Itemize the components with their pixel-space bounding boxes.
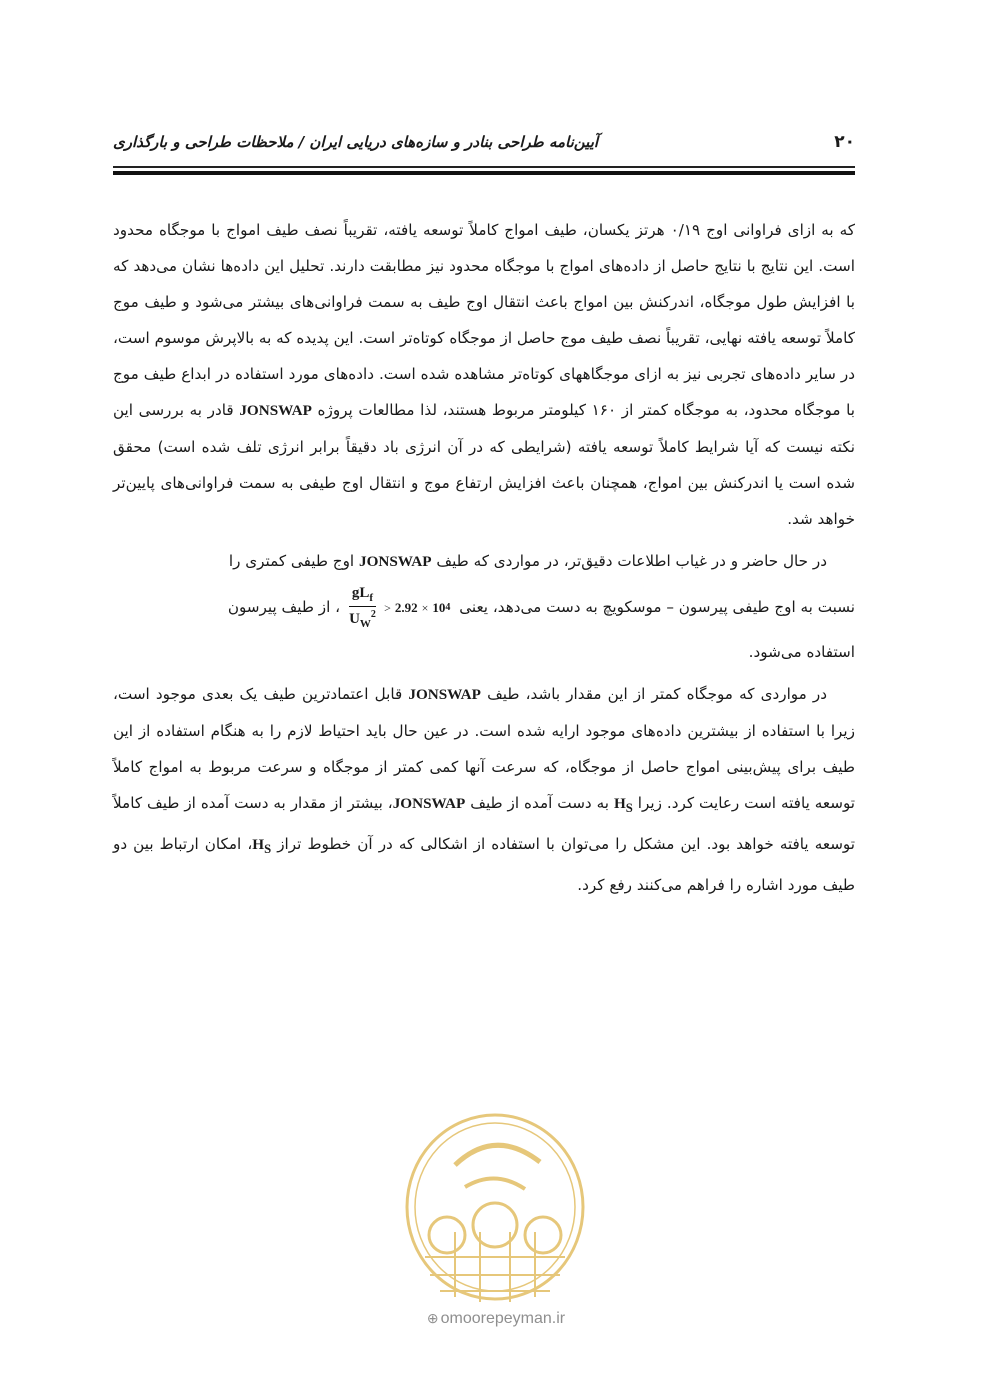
site-text: omoorepeyman.ir bbox=[440, 1310, 566, 1327]
paragraph-3 bbox=[113, 676, 855, 903]
body-text bbox=[113, 212, 855, 903]
formula-times: × bbox=[421, 600, 429, 615]
p2-text-d: ، از طیف پیرسون bbox=[227, 598, 341, 616]
paragraph-1 bbox=[113, 212, 855, 537]
p2-text-c: نسبت به اوج طیفی پیرسون – موسکویچ به دست می‌دهد، یعنی bbox=[459, 598, 855, 616]
formula-line bbox=[113, 580, 855, 634]
formula-base: 10 bbox=[432, 599, 446, 615]
p3-text-e: ، امکان ارتباط بین دو طیف مورد اشاره را فراهم می‌کنند رفع کرد. bbox=[113, 835, 855, 895]
formula-value: 2.92 bbox=[394, 599, 418, 615]
formula-exponent: 4 bbox=[445, 601, 451, 613]
fetch-formula bbox=[349, 581, 451, 635]
p2-text-e-line bbox=[113, 634, 855, 670]
formula-numerator: $gL_f$ bbox=[349, 586, 376, 607]
paragraph-2 bbox=[113, 543, 855, 580]
watermark-logo bbox=[395, 1107, 595, 1307]
p2-text-b: اوج طیفی کمتری را bbox=[228, 552, 355, 570]
formula-fraction bbox=[349, 586, 376, 630]
page-header bbox=[113, 126, 855, 166]
jonswap-term: JONSWAP bbox=[358, 553, 432, 570]
formula-relation: > bbox=[384, 600, 391, 615]
formula-denominator: $U_W^2$ bbox=[349, 608, 376, 630]
p2-text-e: استفاده می‌شود. bbox=[748, 643, 855, 661]
p3-text-c: به دست آمده از طیف bbox=[470, 794, 610, 812]
p3-text-a: در مواردی که موجگاه کمتر از این مقدار باشد، طیف bbox=[487, 685, 828, 703]
jonswap-term: JONSWAP bbox=[408, 686, 481, 703]
jonswap-term: JONSWAP bbox=[392, 795, 466, 812]
hs-symbol: $H_S$ bbox=[252, 836, 272, 857]
p1-text-b: قادر به بررسی این نکته نیست که آیا شرایط کاملاً توسعه یافته (شرایطی که در آن انرژی باد دقیقاً برابر انرژی تلف شده است) محقق شده است یا اندرکنش بین امواج، همچنان باعث افزایش ارتفاع موج و انتقال اوج طیفی به سمت فراوانی‌های پایین‌تر خواهد شد. bbox=[113, 401, 855, 528]
globe-icon: ⊕ bbox=[426, 1310, 439, 1326]
p2-text-a: در حال حاضر و در غیاب اطلاعات دقیق‌تر، در مواردی که طیف bbox=[436, 552, 827, 570]
header-rule-thin bbox=[113, 166, 855, 168]
p3-text-b: قابل اعتمادترین طیف یک بعدی موجود است، زیرا با استفاده از بیشترین داده‌های موجود ارایه شده است. در عین حال باید احتیاط لازم را به هنگام استفاده از این طیف برای پیش‌بینی امواج حاصل از موجگاه، که سرعت آنها کمی کمتر از موجگاه و سرعت مربوط به امواج کاملاً توسعه یافته است رعایت کرد. زیرا bbox=[113, 685, 856, 812]
page-number: ۲۰ bbox=[834, 132, 855, 152]
hs-symbol: $H_S$ bbox=[613, 795, 633, 816]
header-rule-thick bbox=[113, 171, 855, 175]
jonswap-term: JONSWAP bbox=[239, 402, 312, 419]
p3-text-d: ، بیشتر از مقدار به دست آمده از طیف کاملاً توسعه یافته خواهد بود. این مشکل را می‌توان با استفاده از اشکالی که در آن خطوط تراز bbox=[113, 794, 856, 854]
watermark-site bbox=[396, 1310, 596, 1328]
p1-text-a: که به ازای فراوانی اوج ۰/۱۹ هرتز یکسان، طیف امواج کاملاً توسعه یافته، تقریباً نصف طیف امواج با موجگاه محدود است. این نتایج با نتایج حاصل از داده‌های امواج با موجگاه محدود نیز مطابقت دارند. تحلیل این داده‌ها نشان می‌دهد که با افزایش طول موجگاه، اندرکنش بین امواج باعث انتقال اوج طیف به سمت فراوانی‌های بیشتر می‌شود و طیف موج کاملاً توسعه یافته نهایی، تقریباً نصف طیف موج حاصل از موجگاه کوتاه‌تر است. این پدیده که به بالاپرش موسوم است، در سایر داده‌های تجربی نیز به ازای موجگاههای کوتاه‌تر مشاهده شده است. داده‌های مورد استفاده در ابداع طیف موج با موجگاه محدود، به موجگاه کمتر از ۱۶۰ کیلومتر مربوط هستند، لذا مطالعات پروژه bbox=[113, 221, 856, 419]
running-title: آیین‌نامه طراحی بنادر و سازه‌های دریایی ایران / ملاحظات طراحی و بارگذاری bbox=[113, 133, 599, 151]
